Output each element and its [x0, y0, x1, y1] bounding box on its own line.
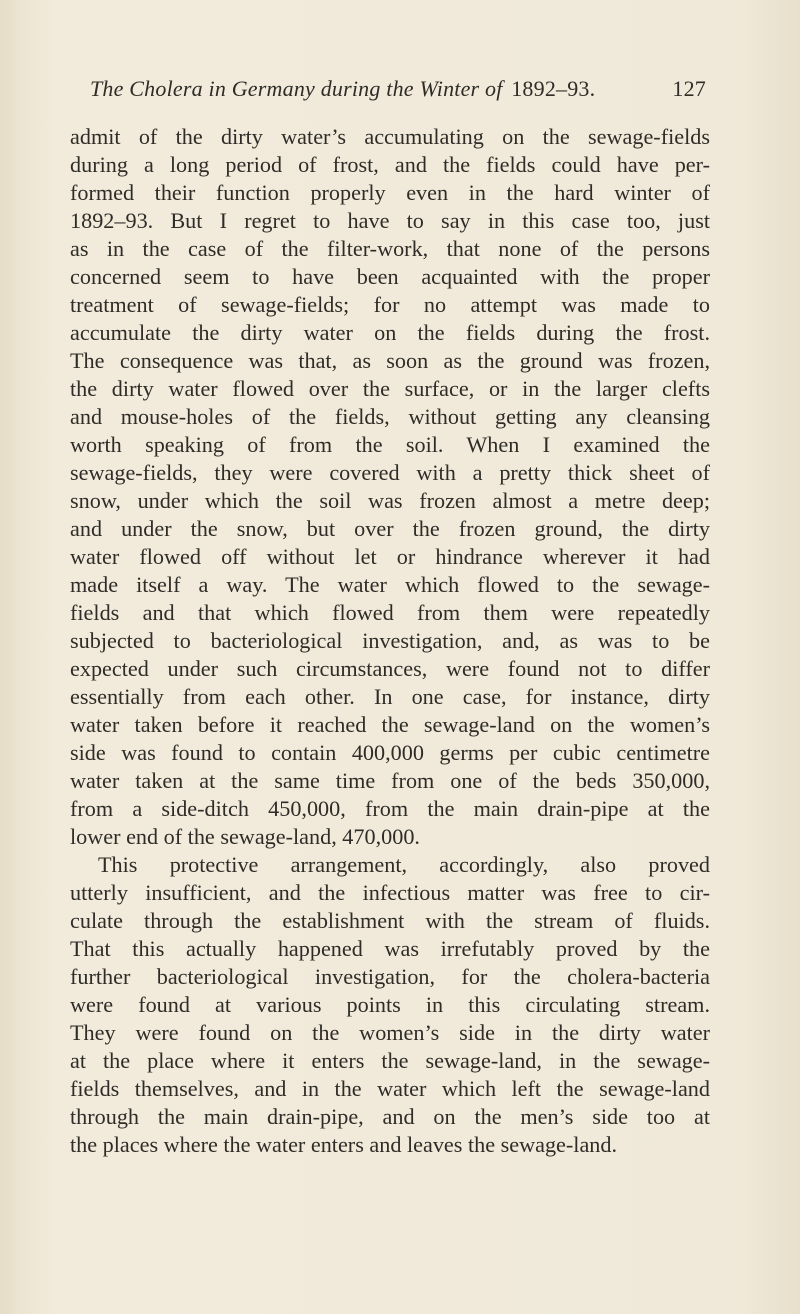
- paragraph-1: [70, 123, 710, 851]
- text-line: as in the case of the filter-work, that none of the persons: [70, 236, 710, 261]
- text-line: worth speaking of from the soil. When I examined the: [70, 432, 710, 457]
- header-year: 1892–93.: [511, 76, 596, 101]
- text-line: water taken before it reached the sewage-land on the women’s: [70, 712, 710, 737]
- text-line: side was found to contain 400,000 germs per cubic centimetre: [70, 740, 710, 765]
- text-line: expected under such circumstances, were found not to differ: [70, 656, 710, 681]
- text-line: and under the snow, but over the frozen ground, the dirty: [70, 516, 710, 541]
- text-line: That this actually happened was irrefutably proved by the: [70, 936, 710, 961]
- text-line: water taken at the same time from one of the beds 350,000,: [70, 768, 710, 793]
- text-line: concerned seem to have been acquainted with the proper: [70, 264, 710, 289]
- text-line: They were found on the women’s side in the dirty water: [70, 1020, 710, 1045]
- text-line: further bacteriological investigation, for the cholera-bacteria: [70, 964, 710, 989]
- text-line: formed their function properly even in the hard winter of: [70, 180, 710, 205]
- text-line: fields themselves, and in the water which left the sewage-land: [70, 1076, 710, 1101]
- text-line: were found at various points in this circulating stream.: [70, 992, 710, 1017]
- header-title: The Cholera in Germany during the Winter of: [90, 76, 503, 101]
- text-line: fields and that which flowed from them were repeatedly: [70, 600, 710, 625]
- text-line: admit of the dirty water’s accumulating on the sewage-fields: [70, 124, 710, 149]
- text-line: the dirty water flowed over the surface, or in the larger clefts: [70, 376, 710, 401]
- body-text: [70, 123, 710, 1159]
- text-line: sewage-fields, they were covered with a pretty thick sheet of: [70, 460, 710, 485]
- running-header: [90, 76, 712, 110]
- text-line: The consequence was that, as soon as the ground was frozen,: [70, 348, 710, 373]
- text-line: water flowed off without let or hindrance wherever it had: [70, 544, 710, 569]
- text-line: snow, under which the soil was frozen almost a metre deep;: [70, 488, 710, 513]
- text-line: and mouse-holes of the fields, without getting any cleansing: [70, 404, 710, 429]
- text-line: essentially from each other. In one case, for instance, dirty: [70, 684, 710, 709]
- text-line: 1892–93. But I regret to have to say in this case too, just: [70, 208, 710, 233]
- paragraph-2: [70, 851, 710, 1159]
- page-number: 127: [672, 76, 706, 101]
- text-line: made itself a way. The water which flowed to the sewage-: [70, 572, 710, 597]
- text-line: lower end of the sewage-land, 470,000.: [70, 824, 420, 849]
- text-line: culate through the establishment with the stream of fluids.: [70, 908, 710, 933]
- text-line: through the main drain-pipe, and on the men’s side too at: [70, 1104, 710, 1129]
- text-line: utterly insufficient, and the infectious matter was free to cir-: [70, 880, 710, 905]
- text-line: treatment of sewage-fields; for no attempt was made to: [70, 292, 710, 317]
- text-line: from a side-ditch 450,000, from the main drain-pipe at the: [70, 796, 710, 821]
- text-line: at the place where it enters the sewage-land, in the sewage-: [70, 1048, 710, 1073]
- text-line: during a long period of frost, and the fields could have per-: [70, 152, 710, 177]
- text-line: subjected to bacteriological investigation, and, as was to be: [70, 628, 710, 653]
- text-line: This protective arrangement, accordingly, also proved: [98, 852, 710, 877]
- text-line: accumulate the dirty water on the fields during the frost.: [70, 320, 710, 345]
- text-line: the places where the water enters and leaves the sewage-land.: [70, 1132, 618, 1157]
